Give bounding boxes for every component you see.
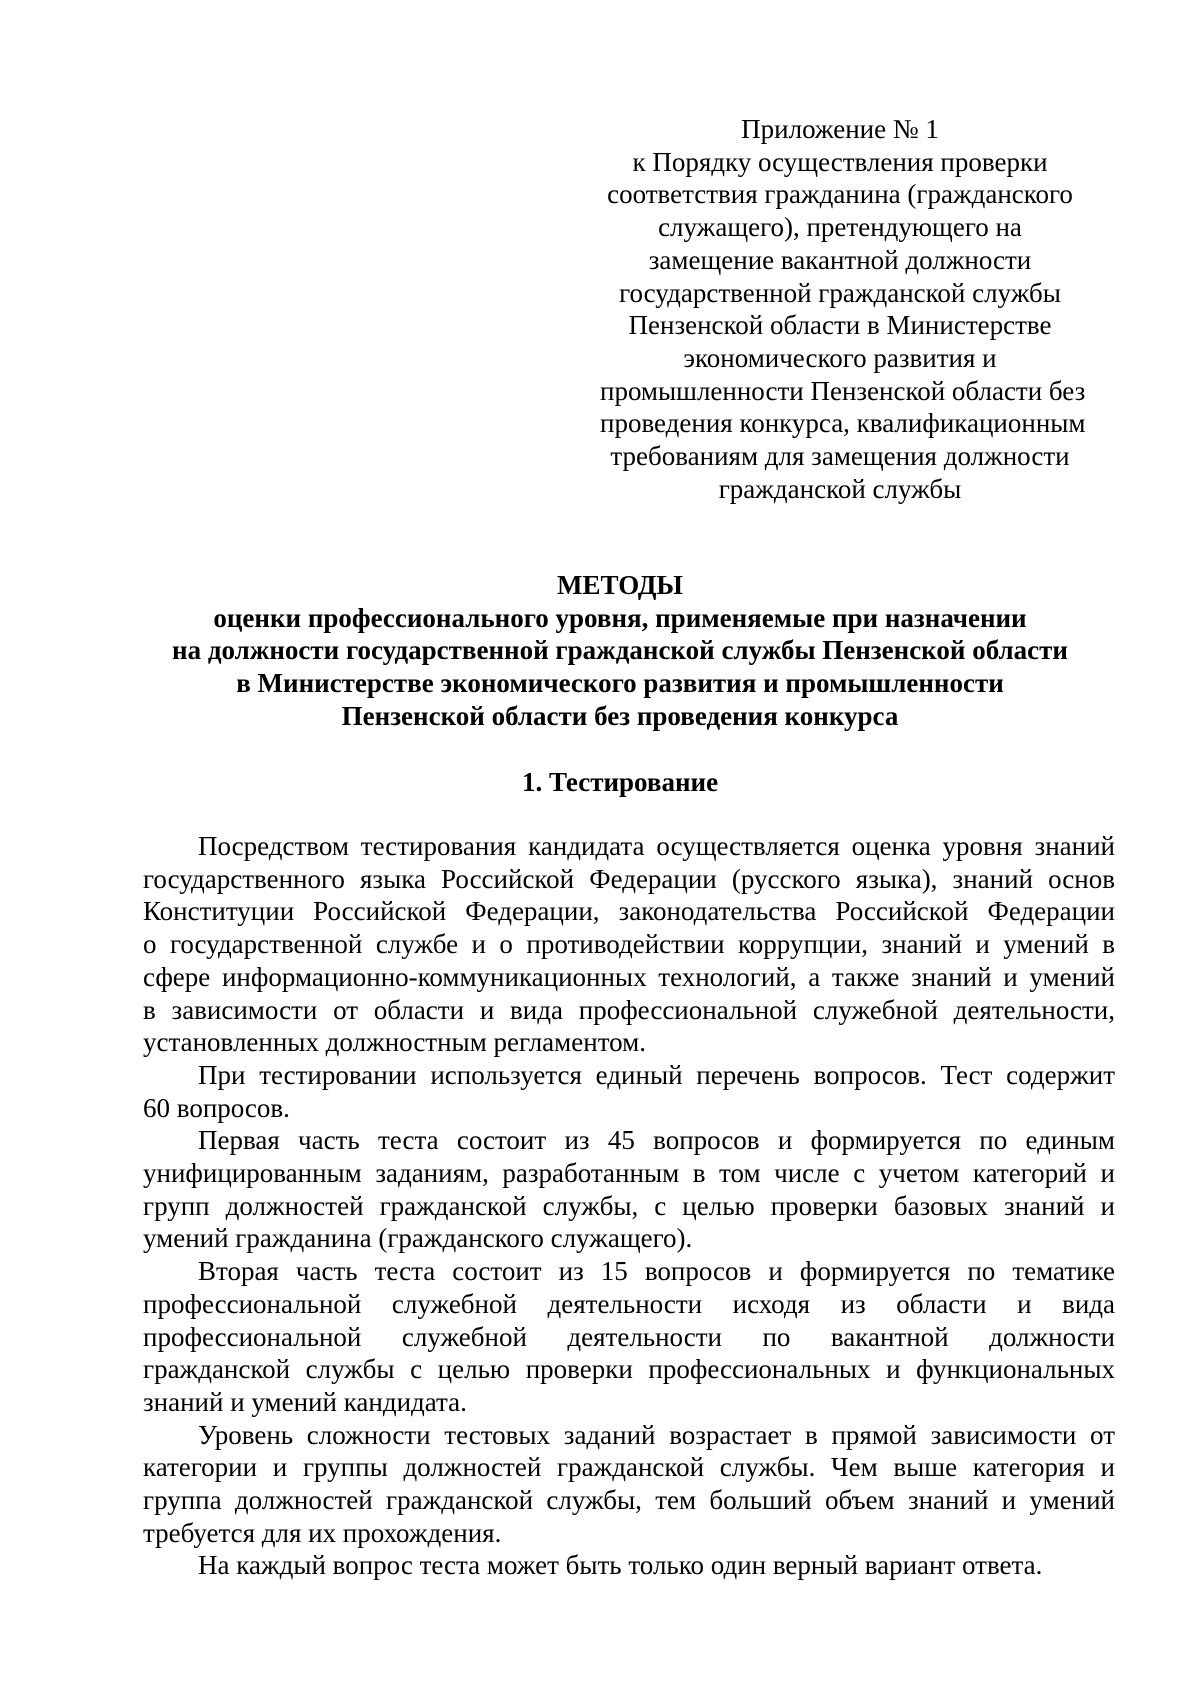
section-body	[143, 830, 1115, 1582]
text-line: категории и группы должностей гражданской службы. Чем выше категория и	[143, 1452, 1115, 1483]
text-line: знаний и умений кандидата.	[143, 1386, 467, 1417]
text-line: профессиональной служебной деятельности по вакантной должности	[143, 1321, 1115, 1352]
title-line: Пензенской области без проведения конкурса	[341, 700, 899, 731]
paragraph	[143, 1255, 1115, 1419]
text-line: о государственной службе и о противодействии коррупции, знаний и умений в	[143, 929, 1115, 960]
title-line: оценки профессионального уровня, применяемые при назначении	[213, 602, 1027, 633]
appendix-line: Приложение № 1	[741, 114, 939, 144]
text-line: унифицированным заданиям, разработанным в том числе с учетом категорий и	[143, 1158, 1115, 1189]
paragraph	[143, 1059, 1115, 1124]
paragraph	[143, 830, 1115, 1059]
text-line: профессиональной служебной деятельности исходя из области и вида	[143, 1288, 1115, 1319]
appendix-line: проведения конкурса, квалификационным	[600, 408, 1086, 439]
title-line: МЕТОДЫ	[557, 570, 683, 600]
paragraph	[143, 1549, 1115, 1582]
text-line: требуется для их прохождения.	[143, 1517, 502, 1548]
text-line: в зависимости от области и вида профессиональной служебной деятельности,	[143, 994, 1115, 1025]
section-heading-text: 1. Тестирование	[521, 767, 719, 797]
appendix-line: Пензенской области в Министерстве	[628, 310, 1052, 341]
appendix-line: требованиям для замещения должности	[610, 441, 1070, 472]
text-line: На каждый вопрос теста может быть только один верный вариант ответа.	[198, 1550, 1043, 1581]
text-line: Вторая часть теста состоит из 15 вопросов и формируется по тематике	[198, 1256, 1115, 1287]
title-line: в Министерстве экономического развития и промышленности	[236, 668, 1004, 699]
text-line: умений гражданина (гражданского служащего).	[143, 1223, 693, 1254]
paragraph	[143, 1124, 1115, 1255]
paragraph	[143, 1419, 1115, 1550]
appendix-line: служащего), претендующего на	[658, 212, 1022, 243]
appendix-line: экономического развития и	[683, 342, 997, 373]
text-line: сфере информационно-коммуникационных технологий, а также знаний и умений	[143, 961, 1115, 992]
text-line: Конституции Российской Федерации, законодательства Российской Федерации	[143, 896, 1115, 927]
text-line: группа должностей гражданской службы, тем больший объем знаний и умений	[143, 1485, 1115, 1516]
title-line: на должности государственной гражданской службы Пензенской области	[172, 635, 1068, 666]
appendix-line: промышленности Пензенской области без	[600, 375, 1086, 406]
appendix-line: соответствия гражданина (гражданского	[607, 179, 1073, 210]
text-line: гражданской службы с целью проверки профессиональных и функциональных	[143, 1354, 1115, 1385]
document-title	[140, 569, 1100, 733]
text-line: установленных должностным регламентом.	[143, 1027, 646, 1058]
appendix-line: к Порядку осуществления проверки	[632, 146, 1048, 177]
text-line: групп должностей гражданской службы, с целью проверки базовых знаний и	[143, 1190, 1115, 1221]
text-line: государственного языка Российской Федерации (русского языка), знаний основ	[143, 863, 1115, 894]
text-line: При тестировании используется единый перечень вопросов. Тест содержит	[198, 1059, 1115, 1090]
text-line: 60 вопросов.	[143, 1092, 290, 1123]
text-line: Первая часть теста состоит из 45 вопросов и формируется по единым	[198, 1125, 1115, 1156]
text-line: Уровень сложности тестовых заданий возрастает в прямой зависимости от	[198, 1419, 1115, 1450]
text-line: Посредством тестирования кандидата осуществляется оценка уровня знаний	[198, 831, 1115, 861]
appendix-line: замещение вакантной должности	[648, 244, 1032, 275]
appendix-line: гражданской службы	[718, 473, 962, 504]
section-heading	[140, 766, 1100, 799]
appendix-note	[600, 113, 1086, 505]
appendix-line: государственной гражданской службы	[619, 277, 1061, 308]
